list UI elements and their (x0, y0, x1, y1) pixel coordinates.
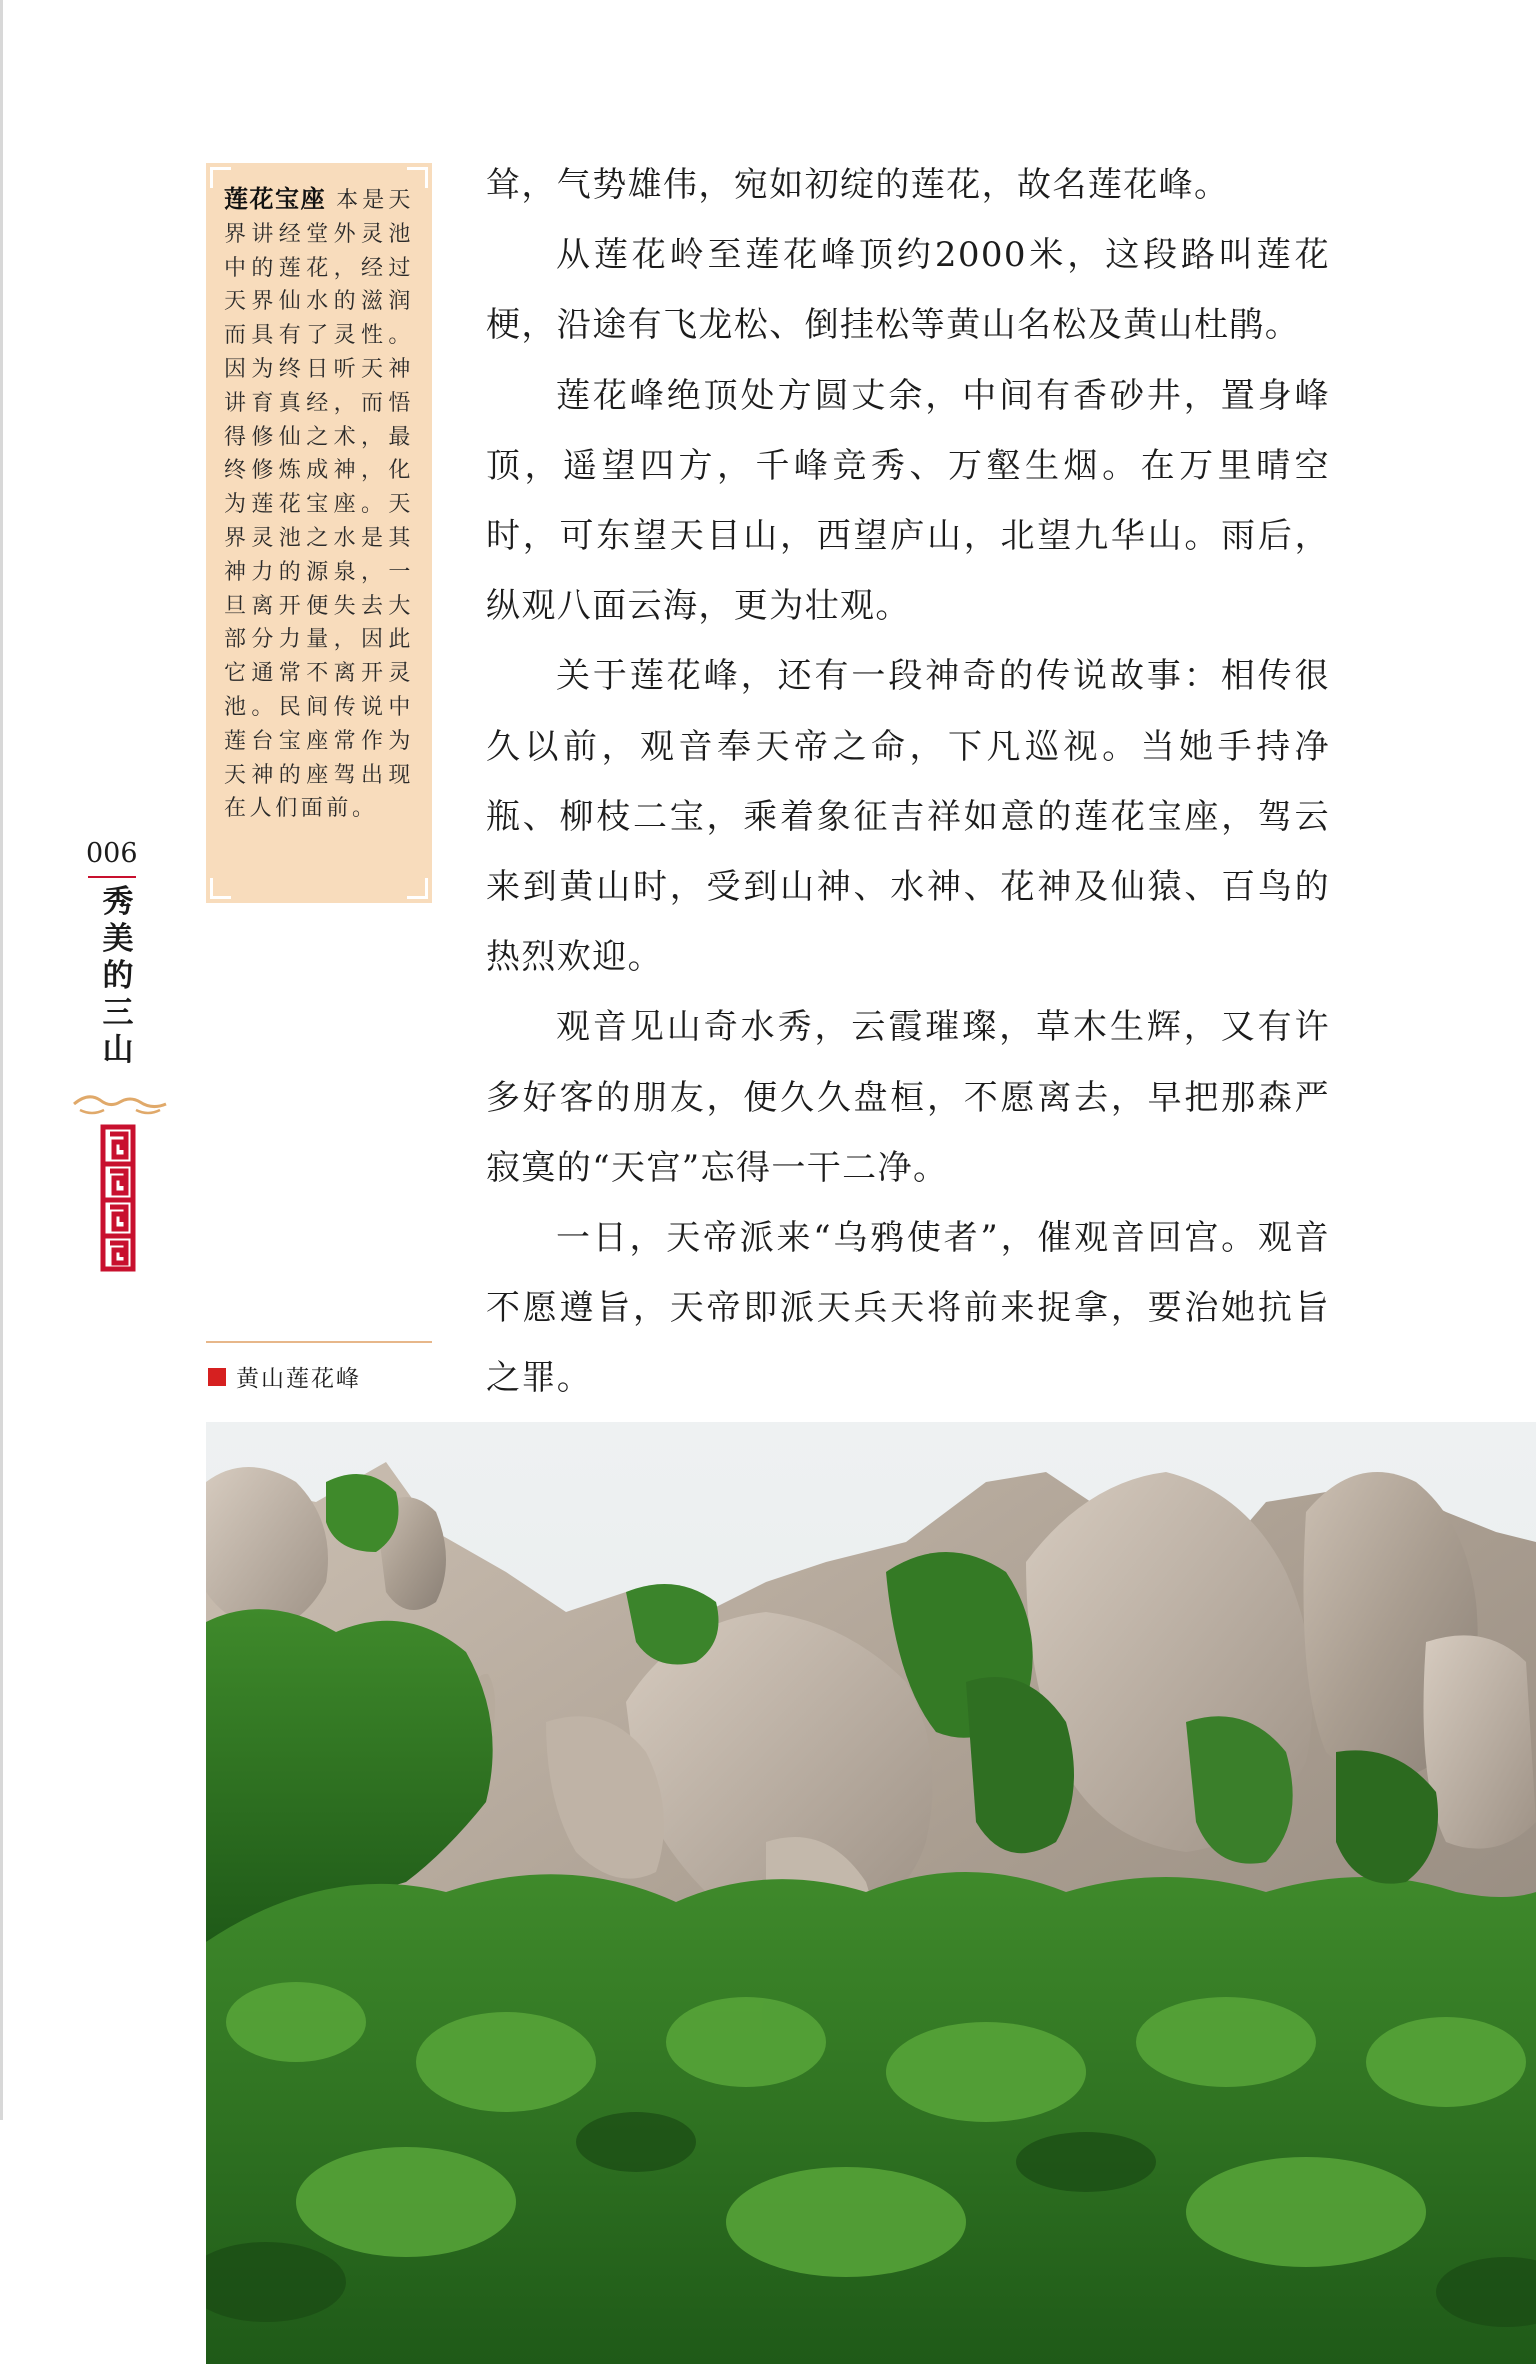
mountain-photo (206, 1422, 1536, 2364)
fret-pattern-ornament (100, 1124, 136, 1272)
note-title: 莲花宝座 (224, 185, 327, 213)
page-edge (0, 0, 3, 2120)
note-body: 本是天界讲经堂外灵池中的莲花，经过天界仙水的滋润而具有了灵性。因为终日听天神讲育真经，而悟得修仙之术，最终修炼成神，化为莲花宝座。天界灵池之水是其神力的源泉，一旦离开便失去大部分力量，因此它通常不离开灵池。民间传说中莲台宝座常作为天神的座驾出现在人们面前。 (224, 188, 414, 822)
page-number: 006 (86, 838, 138, 869)
caption-rule (206, 1341, 432, 1343)
sidebar-note (206, 163, 432, 903)
paragraph: 从莲花岭至莲花峰顶约2000米，这段路叫莲花梗，沿途有飞龙松、倒挂松等黄山名松及黄山杜鹃。 (486, 235, 1330, 346)
paragraph: 关于莲花峰，还有一段神奇的传说故事：相传很久以前，观音奉天帝之命，下凡巡视。当她手持净瓶、柳枝二宝，乘着象征吉祥如意的莲花宝座，驾云来到黄山时，受到山神、水神、花神及仙猿、百鸟的热烈欢迎。 (486, 656, 1330, 978)
paragraph: 莲花峰绝顶处方圆丈余，中间有香砂井，置身峰顶，遥望四方，千峰竞秀、万壑生烟。在万里晴空时，可东望天目山，西望庐山，北望九华山。雨后，纵观八面云海，更为壮观。 (486, 375, 1330, 627)
caption-marker (208, 1368, 226, 1386)
mountain-landscape-image (206, 1422, 1536, 2364)
note-corner-ornament (407, 878, 428, 899)
note-corner-ornament (407, 167, 428, 188)
running-title: 秀美的三山 (102, 884, 134, 1068)
main-text (486, 150, 1330, 1414)
cloud-swirl-ornament (70, 1090, 170, 1118)
photo-caption: 黄山莲花峰 (236, 1366, 361, 1392)
paragraph: 耸，气势雄伟，宛如初绽的莲花，故名莲花峰。 (486, 165, 1230, 205)
note-corner-ornament (210, 167, 231, 188)
note-text (224, 183, 414, 826)
paragraph: 一日，天帝派来“乌鸦使者”，催观音回宫。观音不愿遵旨，天帝即派天兵天将前来捉拿，要治她抗旨之罪。 (486, 1218, 1330, 1399)
page-number-rule (88, 876, 136, 878)
note-corner-ornament (210, 878, 231, 899)
paragraph: 观音见山奇水秀，云霞璀璨，草木生辉，又有许多好客的朋友，便久久盘桓，不愿离去，早把那森严寂寞的“天宫”忘得一干二净。 (486, 1007, 1330, 1188)
